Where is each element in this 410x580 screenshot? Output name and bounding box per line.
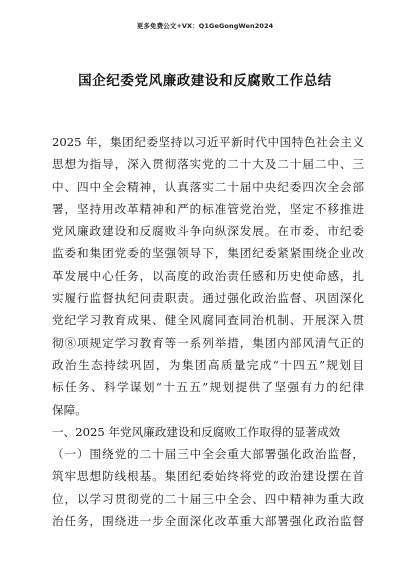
body-line: 署，坚持用改革精神和严的标准管党治党，坚定不移推进 [52,201,364,216]
section-heading: 一、2025 年党风廉政建设和反腐败工作取得的显著成效 [52,424,341,439]
body-line: 中、四中全会精神，认真落实二十届中央纪委四次全会部 [52,179,364,194]
body-line: （一）围绕党的二十届三中全会重大部署强化政治监督， [52,447,364,462]
header-note: 更多免费公文+VX：Q1GeGongWen2024 [136,22,274,30]
document-title: 国企纪委党风廉政建设和反腐败工作总结 [78,73,332,89]
body-line: 革发展中心任务，以高度的政治责任感和历史使命感，扎 [52,268,364,283]
body-line: 党风廉政建设和反腐败斗争向纵深发展。在市委、市纪委 [52,224,364,239]
body-line: 位，以学习贯彻党的二十届三中全会、四中精神为重大政 [52,491,364,506]
body-line: 监委和集团党委的坚强领导下，集团纪委紧紧围绕企业改 [52,246,364,261]
body-line: 保障。 [52,402,87,417]
body-line: 党纪学习教育成果、健全风腐同查同治机制、开展深入贯 [52,313,364,328]
body-line: 筑牢思想防线根基。集团纪委始终将党的政治建设摆在首 [52,469,364,484]
body-line: 彻⑧项规定学习教育等一系列举措，集团内部风清气正的 [52,335,364,350]
body-line: 标任务、科学谋划“十五五”规划提供了坚强有力的纪律 [52,380,364,395]
body-line: 治任务，围绕进一步全面深化改革重大部署强化政治监督 [52,514,364,529]
body-line: 政治生态持续巩固，为集团高质量完成“十四五”规划目 [52,357,364,372]
body-line: 思想为指导，深入贯彻落实党的二十大及二十届二中、三 [52,157,364,172]
document-body [52,131,364,532]
body-line: 实履行监督执纪问责职责。通过强化政治监督、巩固深化 [52,291,364,306]
body-line: 2025 年，集团纪委坚持以习近平新时代中国特色社会主义 [52,135,364,149]
